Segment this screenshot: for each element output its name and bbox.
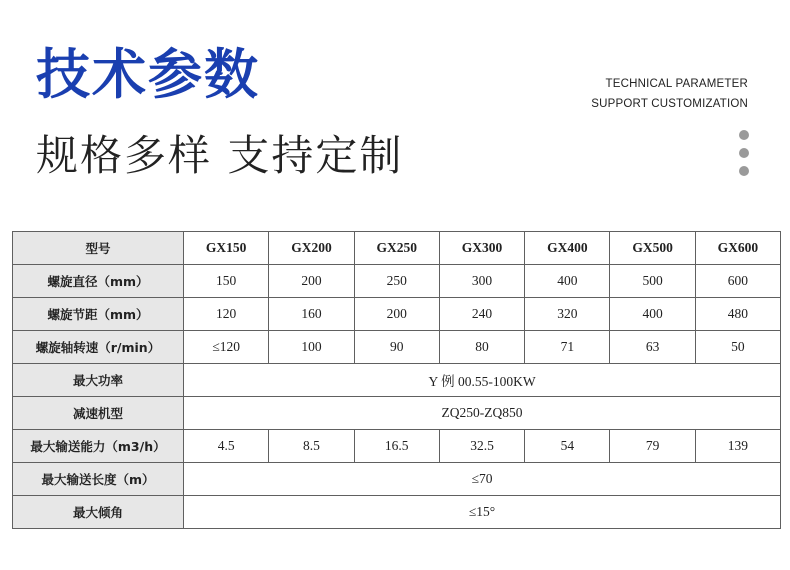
model-header-cell: GX400	[525, 232, 610, 265]
page-subtitle: 规格多样 支持定制	[36, 131, 404, 180]
model-header-cell: GX600	[695, 232, 780, 265]
row-label: 螺旋轴转速（r/min）	[13, 331, 184, 364]
table-row-max-capacity	[13, 430, 781, 463]
table-cell: 120	[184, 298, 269, 331]
table-cell: 90	[354, 331, 439, 364]
table-cell: 200	[269, 265, 354, 298]
row-label: 最大输送长度（m）	[13, 463, 184, 496]
table-cell: 16.5	[354, 430, 439, 463]
table-cell: 320	[525, 298, 610, 331]
row-label: 减速机型	[13, 397, 184, 430]
table-row-max-power	[13, 364, 781, 397]
spec-table	[12, 231, 781, 529]
model-header-cell: GX300	[439, 232, 524, 265]
model-header-cell: GX200	[269, 232, 354, 265]
table-row-max-angle	[13, 496, 781, 529]
english-caption-line2: SUPPORT CUSTOMIZATION	[591, 98, 748, 110]
table-cell: 150	[184, 265, 269, 298]
table-row-max-length	[13, 463, 781, 496]
model-header-cell: GX500	[610, 232, 695, 265]
table-cell: 160	[269, 298, 354, 331]
row-label: 最大功率	[13, 364, 184, 397]
table-cell: 4.5	[184, 430, 269, 463]
table-cell: ≤120	[184, 331, 269, 364]
table-cell: 63	[610, 331, 695, 364]
model-header-cell: GX150	[184, 232, 269, 265]
table-cell: 54	[525, 430, 610, 463]
table-cell: 79	[610, 430, 695, 463]
table-row-reducer-model	[13, 397, 781, 430]
table-row-spiral-pitch	[13, 298, 781, 331]
merged-cell: ≤15°	[184, 496, 781, 529]
english-caption-line1: TECHNICAL PARAMETER	[605, 78, 748, 90]
table-cell: 100	[269, 331, 354, 364]
table-cell: 250	[354, 265, 439, 298]
model-header-cell: GX250	[354, 232, 439, 265]
merged-cell: ≤70	[184, 463, 781, 496]
table-cell: 8.5	[269, 430, 354, 463]
table-cell: 71	[525, 331, 610, 364]
row-label: 螺旋节距（mm）	[13, 298, 184, 331]
table-cell: 600	[695, 265, 780, 298]
merged-cell: Y 例 00.55-100KW	[184, 364, 781, 397]
table-cell: 32.5	[439, 430, 524, 463]
row-label: 最大倾角	[13, 496, 184, 529]
table-cell: 50	[695, 331, 780, 364]
table-cell: 80	[439, 331, 524, 364]
decorative-dot	[739, 148, 749, 158]
table-cell: 500	[610, 265, 695, 298]
table-cell: 480	[695, 298, 780, 331]
table-cell: 200	[354, 298, 439, 331]
table-cell: 300	[439, 265, 524, 298]
table-cell: 139	[695, 430, 780, 463]
table-header-row	[13, 232, 781, 265]
table-cell: 240	[439, 298, 524, 331]
page-title: 技术参数	[36, 43, 260, 106]
row-label: 螺旋直径（mm）	[13, 265, 184, 298]
table-cell: 400	[610, 298, 695, 331]
table-row-spiral-diameter	[13, 265, 781, 298]
decorative-dot	[739, 166, 749, 176]
decorative-dot	[739, 130, 749, 140]
header-label-cell: 型号	[13, 232, 184, 265]
table-cell: 400	[525, 265, 610, 298]
merged-cell: ZQ250-ZQ850	[184, 397, 781, 430]
table-row-shaft-speed	[13, 331, 781, 364]
row-label: 最大输送能力（m3/h）	[13, 430, 184, 463]
